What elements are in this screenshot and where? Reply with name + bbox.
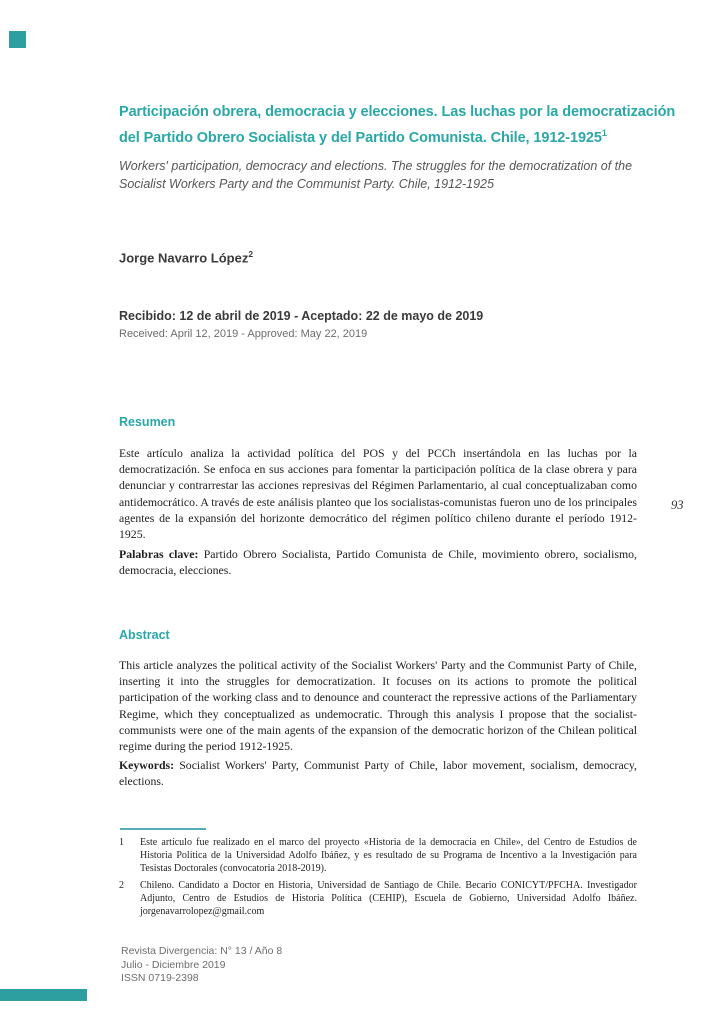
palabras-clave-label: Palabras clave: [119,547,199,561]
article-title-es [119,102,676,149]
footnote-2-number: 2 [119,880,124,892]
footer-accent-bar [0,989,87,1001]
journal-info-issn: ISSN 0719-2398 [121,972,199,984]
article-title-en-line1: Workers' participation, democracy and elections. The struggles for the democratization of the [119,159,633,173]
footnote-divider [120,828,206,830]
article-title-es-line2: del Partido Obrero Socialista y del Partido Comunista. Chile, 1912-1925$^1$ [119,128,607,146]
article-title-es-line1: Participación obrera, democracia y elecciones. Las luchas por la democratización [119,104,676,120]
abstract-heading: Abstract [119,628,170,642]
resumen-body: Este artículo analiza la actividad política del POS y del PCCh insertándola en las luchas por la democratización. Se enfoca en sus acciones para fomentar la participación política de la clase obrera y para denunciar y contrarrestar las acciones represivas del Régimen Parlamentario, al cual conceptualizaban como antidemocrático. A través de este análisis planteo que los socialistas-comunistas fueron uno de los principales agentes de la expansión del horizonte democrático del régimen político chileno durante el período 1912-1925. [119,446,637,542]
abstract-body: This article analyzes the political activity of the Socialist Workers' Party and the Communist Party of Chile, inserting it into the struggles for democratization. It focuses on its actions to promote the political participation of the working class and to denounce and counteract the repressive actions of the Parliamentary Regime, which they conceptualized as undemocratic. Through this analysis I propose that the socialist-communists were one of the main agents of the expansion of the democratic horizon of the Chilean political regime during the period 1912-1925. [119,658,637,754]
keywords-text: Socialist Workers' Party, Communist Party of Chile, labor movement, socialism, democracy, elections. [119,758,638,789]
keywords-label: Keywords: [119,758,175,772]
footnote-2 [119,880,637,918]
page-corner-mark [9,31,26,48]
palabras-clave-text: Partido Obrero Socialista, Partido Comunista de Chile, movimiento obrero, socialismo, democracia, elecciones. [119,547,637,578]
author-name: Jorge Navarro López$^2$ [119,249,254,266]
page-number: 93 [671,498,684,512]
received-approved-en: Received: April 12, 2019 - Approved: May 22, 2019 [119,328,368,340]
received-accepted-es: Recibido: 12 de abril de 2019 - Aceptado: 22 de mayo de 2019 [119,309,484,323]
title-footnote-marker: 1 [601,128,607,138]
footnote-1 [119,837,637,875]
resumen-heading: Resumen [119,415,176,429]
footnote-1-number: 1 [119,837,124,848]
article-title-en [119,158,659,193]
article-title-en-line2: Socialist Workers Party and the Communist Party. Chile, 1912-1925 [119,176,494,191]
footnotes [119,837,637,924]
journal-info [121,945,282,986]
abstract-keywords [119,757,637,789]
journal-info-issue: Revista Divergencia: N° 13 / Año 8 [121,945,283,957]
author-footnote-marker: 2 [248,249,254,259]
resumen-keywords [119,546,637,578]
journal-info-period: Julio - Diciembre 2019 [121,958,226,971]
footnote-2-text: Chileno. Candidato a Doctor en Historia, Universidad de Santiago de Chile. Becario CONICYT/PFCHA. Investigador Adjunto, Centro de Estudios de Historia Política (CEHIP), Escuela de Gobierno, Universidad Adolfo Ibáñez. jorgenavarrolopez@gmail.com [140,880,637,917]
footnote-1-text: Este artículo fue realizado en el marco del proyecto «Historia de la democracia en Chile», del Centro de Estudios de Historia Política de la Universidad Adolfo Ibáñez, y es resultado de su Programa de Incentivo a la Investigación para Tesistas Doctorales (convocatoria 2018-2019). [140,837,637,874]
